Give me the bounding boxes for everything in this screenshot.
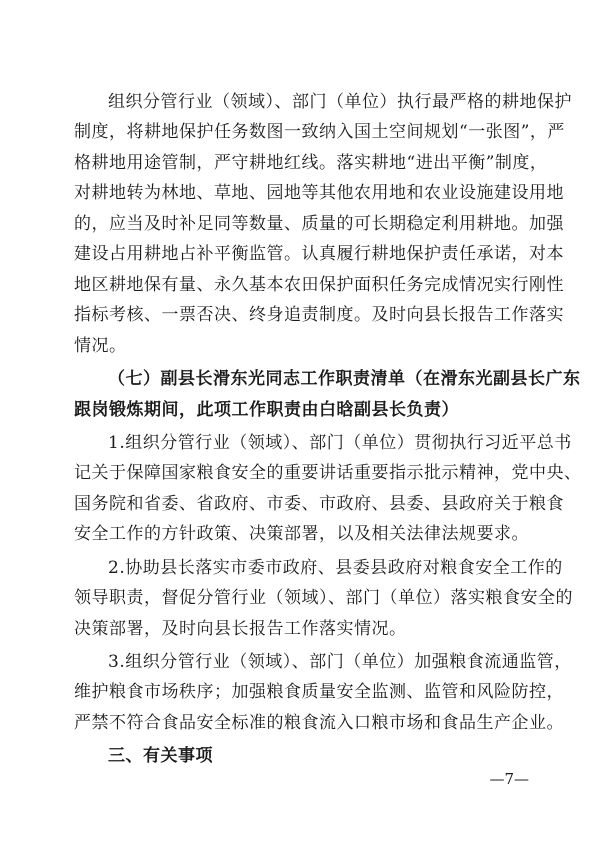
section-three-heading: 三、有关事项 [108, 746, 213, 766]
section-heading-line: （七）副县长滑东光同志工作职责清单（在滑东光副县长广东 [108, 369, 581, 389]
list-item-line: 国务院和省委、省政府、市委、市政府、县委、县政府关于粮食 [74, 494, 564, 514]
list-item-line: 领导职责，督促分管行业（领域）、部门（单位）落实粮食安全的 [74, 588, 573, 608]
list-item-line: 决策部署，及时向县长报告工作落实情况。 [74, 619, 407, 639]
paragraph-line: 对耕地转为林地、草地、园地等其他农用地和农业设施建设用地 [74, 183, 564, 203]
page-number: —7— [489, 770, 529, 788]
list-item-line: 记关于保障国家粮食安全的重要讲话重要指示批示精神，党中央、 [74, 463, 582, 483]
paragraph-line: 地区耕地保有量、永久基本农田保护面积任务完成情况实行刚性 [74, 275, 564, 295]
list-item-line: 严禁不符合食品安全标准的粮食流入口粮市场和食品生产企业。 [74, 713, 564, 733]
section-heading-line: 跟岗锻炼期间，此项工作职责由白晗副县长负责） [74, 400, 459, 420]
paragraph-line: 组织分管行业（领域）、部门（单位）执行最严格的耕地保护 [108, 92, 572, 112]
paragraph-line: 的，应当及时补足同等数量、质量的可长期稳定利用耕地。加强 [74, 214, 564, 234]
list-item-line: 安全工作的方针政策、决策部署，以及相关法律法规要求。 [74, 524, 529, 544]
paragraph-line: 指标考核、一票否决、终身追责制度。及时向县长报告工作落实 [74, 305, 564, 325]
list-item-line: 维护粮食市场秩序；加强粮食质量安全监测、监管和风险防控， [74, 682, 564, 702]
paragraph-line: 格耕地用途管制，严守耕地红线。落实耕地“进出平衡”制度， [74, 153, 548, 173]
paragraph-line: 情况。 [74, 336, 127, 356]
paragraph-line: 建设占用耕地占补平衡监管。认真履行耕地保护责任承诺，对本 [74, 244, 564, 264]
list-item-line: 2.协助县长落实市委市政府、县委县政府对粮食安全工作的 [108, 558, 563, 578]
list-item-line: 3.组织分管行业（领域）、部门（单位）加强粮食流通监管， [108, 652, 572, 672]
paragraph-line: 制度，将耕地保护任务数图一致纳入国土空间规划“一张图”，严 [74, 122, 565, 142]
list-item-line: 1.组织分管行业（领域）、部门（单位）贯彻执行习近平总书 [108, 433, 572, 453]
